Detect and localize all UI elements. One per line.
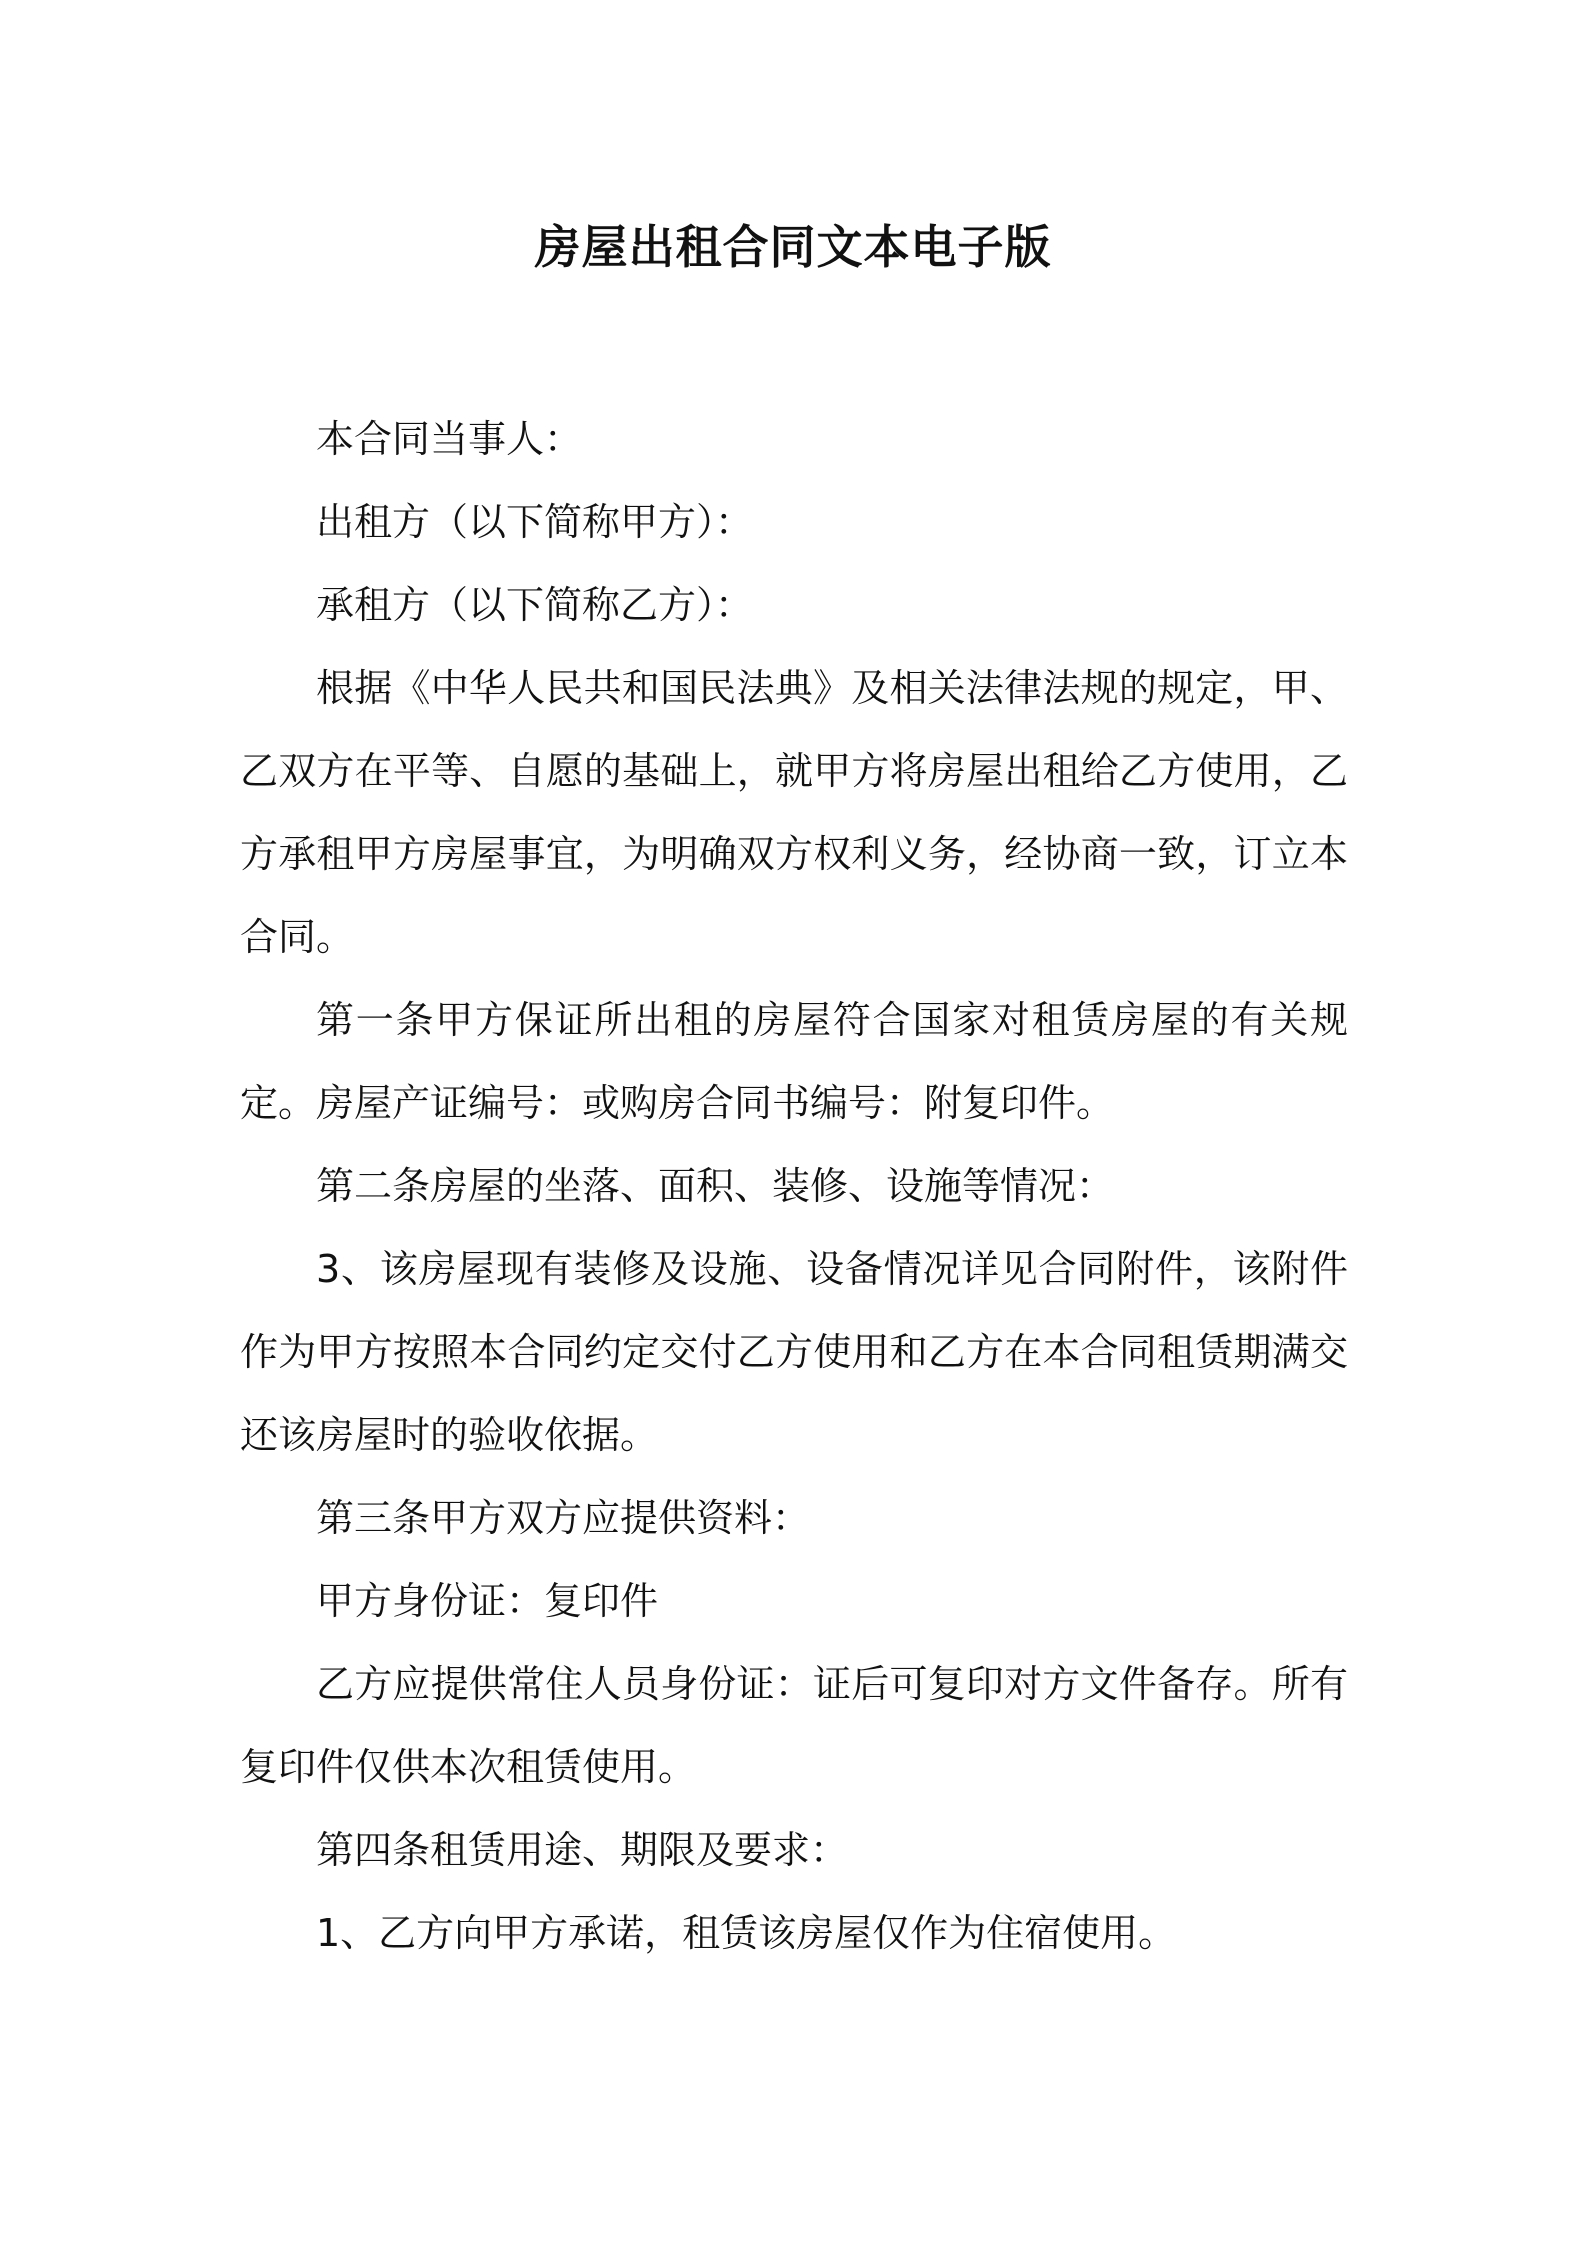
paragraph-lessee-id: 乙方应提供常住人员身份证：证后可复印对方文件备存。所有复印件仅供本次租赁使用。 <box>240 1662 1348 1789</box>
paragraph-article-4-item-1: 1、乙方向甲方承诺，租赁该房屋仅作为住宿使用。 <box>316 1911 1177 1955</box>
document-title: 房屋出租合同文本电子版 <box>534 220 1052 274</box>
paragraph-article-2: 第二条房屋的坐落、面积、装修、设施等情况： <box>316 1164 1115 1208</box>
document-body <box>240 398 1348 1975</box>
paragraph-article-2-item-3: 3、该房屋现有装修及设施、设备情况详见合同附件，该附件作为甲方按照本合同约定交付乙方使用和乙方在本合同租赁期满交还该房屋时的验收依据。 <box>240 1247 1348 1457</box>
paragraph-article-4: 第四条租赁用途、期限及要求： <box>316 1828 849 1872</box>
paragraph-lessor-id: 甲方身份证：复印件 <box>316 1579 659 1623</box>
paragraph-article-3: 第三条甲方双方应提供资料： <box>316 1496 811 1540</box>
paragraph-parties-heading: 本合同当事人： <box>316 417 583 461</box>
paragraph-article-1: 第一条甲方保证所出租的房屋符合国家对租赁房屋的有关规定。房屋产证编号：或购房合同书编号：附复印件。 <box>240 998 1348 1125</box>
paragraph-preamble: 根据《中华人民共和国民法典》及相关法律法规的规定，甲、乙双方在平等、自愿的基础上，就甲方将房屋出租给乙方使用，乙方承租甲方房屋事宜，为明确双方权利义务，经协商一致，订立本合同。 <box>240 666 1348 959</box>
paragraph-lessee: 承租方（以下简称乙方）： <box>316 583 754 627</box>
paragraph-lessor: 出租方（以下简称甲方）： <box>316 500 754 544</box>
